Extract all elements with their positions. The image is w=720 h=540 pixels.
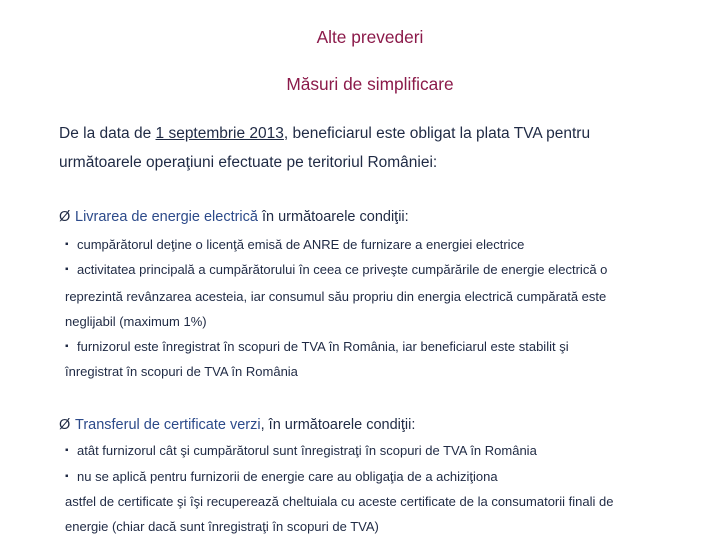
item-text: furnizorul este înregistrat în scopuri de TVA în România, iar beneficiarul este stabilit şi: [77, 339, 569, 354]
intro-date: 1 septembrie 2013: [155, 125, 284, 142]
square-bullet-icon: ▪: [65, 264, 69, 275]
list-item: [65, 262, 607, 277]
list-item: [65, 237, 524, 252]
item-text: atât furnizorul cât şi cumpărătorul sunt înregistraţi în scopuri de TVA în România: [77, 443, 537, 458]
section-highlight: Transferul de certificate verzi: [75, 417, 261, 433]
list-item: [65, 339, 569, 354]
section-rest: în următoarele condiţii:: [257, 209, 409, 225]
intro-suffix: , beneficiarul este obligat la plata TVA pentru: [283, 125, 591, 142]
heading: Alte prevederi: [316, 27, 424, 47]
square-bullet-icon: ▪: [65, 445, 69, 456]
item-text: nu se aplică pentru furnizorii de energie care au obligaţia de a achiziţiona: [77, 469, 498, 484]
list-item: [65, 469, 498, 484]
square-bullet-icon: ▪: [65, 239, 69, 250]
square-bullet-icon: ▪: [65, 471, 69, 482]
section-highlight: Livrarea de energie electrică: [75, 209, 258, 225]
section-heading-certificates: [59, 417, 415, 433]
item-continuation: energie (chiar dacă sunt înregistraţi în scopuri de TVA): [65, 519, 379, 534]
intro-line-2: următoarele operaţiuni efectuate pe teritoriul României:: [59, 154, 438, 171]
item-text: cumpărătorul deţine o licenţă emisă de ANRE de furnizare a energiei electrice: [77, 237, 525, 252]
list-item: [65, 443, 537, 458]
item-continuation: reprezintă revânzarea acesteia, iar consumul său propriu din energia electrică cumpărată este: [65, 289, 607, 304]
arrow-bullet-icon: Ø: [59, 417, 71, 433]
item-text: activitatea principală a cumpărătorului în ceea ce priveşte cumpărările de energie electrică o: [77, 262, 608, 277]
intro-line-1: [59, 125, 590, 143]
item-continuation: astfel de certificate şi îşi recuperează cheltuiala cu aceste certificate de la consumatorii finali de: [65, 494, 614, 509]
arrow-bullet-icon: Ø: [59, 209, 71, 225]
intro-prefix: De la data de: [59, 125, 156, 142]
square-bullet-icon: ▪: [65, 341, 69, 352]
section-heading-energy: [59, 209, 409, 225]
item-continuation: înregistrat în scopuri de TVA în România: [65, 364, 298, 379]
item-continuation: neglijabil (maximum 1%): [65, 314, 207, 329]
subheading: Măsuri de simplificare: [286, 74, 454, 94]
section-rest: , în următoarele condiţii:: [260, 417, 416, 433]
